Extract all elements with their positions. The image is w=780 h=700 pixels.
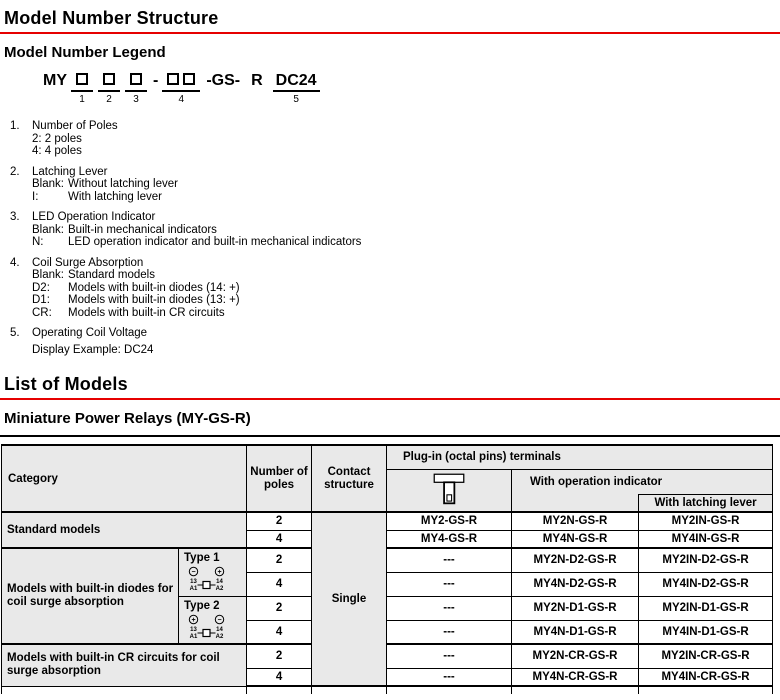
contact-structure-cell: Single (312, 512, 387, 686)
code-suffix-r: R (251, 72, 263, 89)
box-icon (167, 73, 179, 85)
terminal-a2: A2 (215, 586, 224, 592)
model-cell: MY2N-D2-GS-R (512, 548, 639, 572)
poles-cell: 2 (247, 644, 312, 668)
code-prefix: MY (43, 72, 67, 89)
category-cell-cr-models: Models with built-in CR circuits for coil surge absorption (2, 644, 247, 686)
poles-cell: 4 (247, 572, 312, 596)
poles-cell: 4 (247, 668, 312, 686)
model-cell: MY2IN-GS-R (639, 512, 773, 530)
code-position-2: 2 (106, 94, 112, 105)
model-cell: MY4N-D1-GS-R (512, 620, 639, 644)
diode-polarity-diagram-type-1 (184, 566, 230, 592)
model-cell: MY4N-CR-GS-R (512, 668, 639, 686)
item-line: D1: Models with built-in diodes (13: +) (32, 294, 240, 306)
legend-item-5 (10, 327, 780, 356)
item-line: N: LED operation indicator and built-in mechanical indicators (32, 236, 362, 248)
poles-cell: 2 (247, 548, 312, 572)
code-position-4: 4 (178, 94, 185, 105)
plug-in-terminal-icon (432, 471, 466, 507)
poles-cell: 4 (247, 620, 312, 644)
header-spacer-cell (512, 494, 639, 512)
col-header-number-of-poles: Number of poles (247, 445, 312, 512)
item-number: 5. (10, 327, 20, 339)
item-title: LED Operation Indicator (32, 211, 156, 223)
model-cell: --- (387, 596, 512, 620)
subheading-model-number-legend: Model Number Legend (4, 44, 166, 61)
legend-item-1 (10, 120, 780, 158)
col-header-with-latching-lever: With latching lever (639, 494, 773, 512)
page-title-list-of-models: List of Models (4, 374, 128, 394)
model-cell: --- (387, 668, 512, 686)
model-cell: MY4-GS-R (387, 530, 512, 548)
model-cell: --- (387, 548, 512, 572)
page-title-model-number-structure: Model Number Structure (4, 8, 219, 28)
item-title: Number of Poles (32, 120, 118, 132)
item-title: Operating Coil Voltage (32, 327, 148, 339)
terminal-14: 14 (216, 579, 223, 585)
model-number-code (42, 71, 780, 105)
models-table (1, 444, 773, 694)
model-cell: MY4IN-GS-R (639, 530, 773, 548)
legend-list (10, 120, 780, 356)
col-header-contact-structure: Contact structure (312, 445, 387, 512)
polarity-sign-left: + (191, 616, 196, 624)
model-cell: MY2-GS-R (387, 512, 512, 530)
code-suffix-gs: -GS- (206, 72, 241, 89)
category-cell-diode-models: Models with built-in diodes for coil surge absorption (2, 548, 179, 644)
black-rule (0, 435, 780, 437)
code-box-3 (125, 71, 147, 92)
plug-in-terminal-icon-cell (387, 469, 512, 512)
col-header-category: Category (2, 445, 247, 512)
box-icon (76, 73, 88, 85)
polarity-sign-right: − (217, 616, 222, 624)
item-line: 4: 4 poles (32, 145, 82, 157)
code-position-3: 3 (133, 94, 139, 105)
model-cell: MY4N-D2-GS-R (512, 572, 639, 596)
poles-cell: 2 (247, 512, 312, 530)
legend-item-3 (10, 211, 780, 249)
code-position-5: 5 (293, 94, 299, 105)
model-cell: MY2IN-D2-GS-R (639, 548, 773, 572)
model-cell: MY2N-GS-R (512, 512, 639, 530)
code-box-2 (98, 71, 120, 92)
category-cell-standard-models: Standard models (2, 512, 247, 548)
item-line: Blank: Standard models (32, 269, 155, 281)
item-title: Latching Lever (32, 165, 108, 178)
terminal-13: 13 (190, 626, 197, 633)
poles-cell: 2 (247, 596, 312, 620)
terminal-a2: A2 (215, 633, 224, 640)
diode-symbol (203, 582, 210, 589)
item-line: CR: Models with built-in CR circuits (32, 306, 225, 319)
model-cell: --- (387, 620, 512, 644)
item-line: 2: 2 poles (32, 132, 82, 145)
model-cell: MY4IN-CR-GS-R (639, 668, 773, 686)
terminal-a1: A1 (189, 633, 198, 640)
code-box-4-5 (162, 71, 200, 92)
poles-cell: 4 (247, 530, 312, 548)
box-icon (130, 73, 142, 85)
polarity-sign-left: − (191, 568, 196, 576)
polarity-sign-right: + (217, 568, 222, 576)
model-cell: MY2N-CR-GS-R (512, 644, 639, 668)
code-voltage: DC24 (273, 71, 320, 92)
model-cell: MY2IN-CR-GS-R (639, 644, 773, 668)
item-number: 4. (10, 256, 20, 269)
code-position-1: 1 (79, 94, 85, 105)
item-number: 1. (10, 120, 20, 132)
subheading-miniature-power-relays: Miniature Power Relays (MY-GS-R) (4, 410, 251, 427)
item-line: Blank: Without latching lever (32, 178, 178, 190)
table-cutoff-row (2, 686, 773, 694)
legend-item-4 (10, 257, 780, 320)
diode-symbol (203, 629, 210, 636)
model-cell: MY2IN-D1-GS-R (639, 596, 773, 620)
type-2-label: Type 2 (184, 599, 220, 612)
item-number: 2. (10, 165, 20, 178)
model-cell: --- (387, 572, 512, 596)
item-line: Display Example: DC24 (32, 343, 154, 356)
model-cell: MY4N-GS-R (512, 530, 639, 548)
item-title: Coil Surge Absorption (32, 256, 144, 269)
item-line: Blank: Built-in mechanical indicators (32, 223, 217, 236)
code-dash: - (153, 72, 159, 89)
code-box-1 (71, 71, 93, 92)
item-line: I: With latching lever (32, 190, 162, 203)
box-icon (183, 73, 195, 85)
legend-item-2 (10, 166, 780, 204)
diode-polarity-diagram-type-2 (184, 614, 230, 640)
type-1-cell (179, 548, 247, 596)
item-number: 3. (10, 211, 20, 223)
type-1-label: Type 1 (184, 552, 220, 564)
type-2-cell (179, 596, 247, 644)
col-header-with-operation-indicator: With operation indicator (512, 469, 773, 494)
model-cell: MY2N-D1-GS-R (512, 596, 639, 620)
terminal-a1: A1 (189, 586, 198, 592)
terminal-13: 13 (190, 579, 197, 585)
col-header-plug-in-terminals: Plug-in (octal pins) terminals (387, 445, 773, 469)
box-icon (103, 73, 115, 85)
terminal-14: 14 (216, 626, 223, 633)
item-line: D2: Models with built-in diodes (14: +) (32, 281, 240, 294)
model-cell: --- (387, 644, 512, 668)
model-cell: MY4IN-D1-GS-R (639, 620, 773, 644)
model-cell: MY4IN-D2-GS-R (639, 572, 773, 596)
